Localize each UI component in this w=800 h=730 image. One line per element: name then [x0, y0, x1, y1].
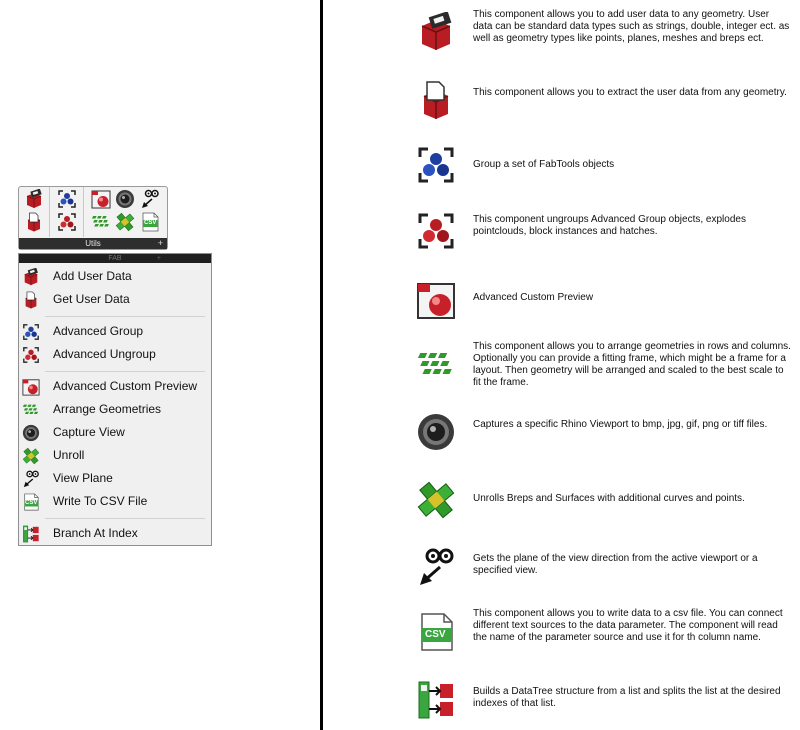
- unroll-icon[interactable]: [115, 212, 135, 232]
- menu-header-label: FAB: [108, 255, 122, 262]
- description-text: This component ungroups Advanced Group objects, explodes pointclouds, block instances and hatches.: [473, 214, 746, 237]
- menu-item-label: Branch At Index: [53, 526, 138, 540]
- menu-item-unroll[interactable]: [19, 445, 211, 467]
- menu-item-get-user-data[interactable]: [19, 289, 211, 311]
- description-text: Unrolls Breps and Surfaces with additional curves and points.: [473, 493, 745, 504]
- menu-item-label: Get User Data: [53, 292, 130, 306]
- menu-item-label: Write To CSV File: [53, 494, 148, 508]
- menu-item-advanced-ungroup[interactable]: [19, 344, 211, 366]
- arrange-geometries-icon: [22, 401, 40, 419]
- unroll-icon: [416, 480, 456, 520]
- menu-item-label: Advanced Ungroup: [53, 347, 156, 361]
- custom-preview-icon: [22, 378, 40, 396]
- add-user-data-icon: [22, 268, 40, 286]
- get-user-data-icon[interactable]: [24, 212, 44, 232]
- menu-item-view-plane[interactable]: [19, 468, 211, 490]
- menu-item-branch-at-index[interactable]: [19, 523, 211, 545]
- description-text: This component allows you to add user data to any geometry. User data can be standard data types such as strings, double, integer ect. as well as geometry types like points, planes, meshes and breps ect.: [473, 9, 790, 44]
- menu-item-label: Add User Data: [53, 269, 132, 283]
- menu-separator: [45, 518, 205, 519]
- component-dropdown: [18, 253, 212, 546]
- description-text: This component allows you to extract the user data from any geometry.: [473, 87, 787, 98]
- capture-view-icon: [22, 424, 40, 442]
- menu-item-advanced-custom-preview[interactable]: [19, 376, 211, 398]
- unroll-icon: [22, 447, 40, 465]
- advanced-ungroup-icon[interactable]: [57, 212, 77, 232]
- csv-icon[interactable]: [140, 212, 160, 232]
- description-text: Captures a specific Rhino Viewport to bmp, jpg, gif, png or tiff files.: [473, 419, 768, 430]
- advanced-ungroup-icon: [416, 211, 456, 251]
- menu-item-write-to-csv-file[interactable]: [19, 491, 211, 513]
- get-user-data-icon: [416, 80, 456, 120]
- description-text: Group a set of FabTools objects: [473, 159, 615, 170]
- advanced-group-icon[interactable]: [57, 189, 77, 209]
- description-text: Advanced Custom Preview: [473, 292, 594, 303]
- description-arrange-geometries: [416, 341, 796, 390]
- menu-item-add-user-data[interactable]: [19, 266, 211, 288]
- menu-separator: [45, 316, 205, 317]
- menu-item-capture-view[interactable]: [19, 422, 211, 444]
- arrange-geometries-icon[interactable]: [91, 212, 111, 232]
- branch-icon: [22, 525, 40, 543]
- toolbar-footer: [19, 238, 167, 249]
- csv-icon: [416, 612, 456, 652]
- description-branch-at-index: [416, 680, 796, 720]
- csv-badge-text: CSV: [425, 629, 446, 640]
- csv-icon: [22, 493, 40, 511]
- toolbar-panel: [18, 186, 168, 250]
- menu-expand-icon[interactable]: +: [156, 255, 161, 262]
- capture-view-icon[interactable]: [115, 189, 135, 209]
- toolbar-group-label: Utils: [85, 239, 101, 248]
- column-divider: [320, 0, 323, 730]
- description-capture-view: [416, 412, 796, 452]
- description-advanced-ungroup: [416, 211, 796, 251]
- toolbar-expand-button[interactable]: +: [157, 238, 163, 248]
- description-add-user-data: [416, 9, 796, 57]
- description-text: Builds a DataTree structure from a list and splits the list at the desired indexes of that list.: [473, 686, 781, 709]
- description-get-user-data: [416, 80, 796, 120]
- description-advanced-group: [416, 145, 796, 185]
- menu-item-label: Advanced Group: [53, 324, 144, 338]
- menu-item-label: View Plane: [53, 471, 113, 485]
- menu-item-label: Unroll: [53, 448, 85, 462]
- description-unroll: [416, 480, 796, 520]
- add-user-data-icon: [416, 12, 456, 52]
- arrange-geometries-icon: [416, 345, 456, 385]
- custom-preview-icon[interactable]: [91, 189, 111, 209]
- description-advanced-custom-preview: [416, 280, 796, 320]
- description-text: This component allows you to arrange geometries in rows and columns. Optionally you can provide a fitting frame, which might be a frame for a layout. Then geometry will be arranged and scaled to the best scale to fit the frame.: [473, 341, 791, 388]
- capture-view-icon: [416, 412, 456, 452]
- get-user-data-icon: [22, 291, 40, 309]
- description-write-to-csv-file: [416, 608, 796, 657]
- csv-badge-text: CSV: [144, 220, 157, 226]
- advanced-group-icon: [22, 323, 40, 341]
- menu-header: [19, 254, 211, 263]
- menu-item-label: Capture View: [53, 425, 125, 439]
- add-user-data-icon[interactable]: [24, 189, 44, 209]
- description-text: This component allows you to write data to a csv file. You can connect different text sources to the data parameter. The component will read the name of the parameter source and use it for th column name.: [473, 608, 783, 643]
- view-plane-icon[interactable]: [140, 189, 160, 209]
- menu-item-label: Advanced Custom Preview: [53, 379, 198, 393]
- advanced-group-icon: [416, 145, 456, 185]
- menu-item-label: Arrange Geometries: [53, 402, 162, 416]
- menu-item-arrange-geometries[interactable]: [19, 399, 211, 421]
- menu-separator: [45, 371, 205, 372]
- menu-item-advanced-group[interactable]: [19, 321, 211, 343]
- description-view-plane: [416, 547, 796, 587]
- view-plane-icon: [22, 470, 40, 488]
- advanced-ungroup-icon: [22, 346, 40, 364]
- custom-preview-icon: [416, 280, 456, 320]
- toolbar-separator: [83, 187, 84, 237]
- toolbar-separator: [49, 187, 50, 237]
- view-plane-icon: [416, 547, 456, 587]
- branch-icon: [416, 680, 456, 720]
- csv-badge-text: CSV: [25, 500, 38, 506]
- description-text: Gets the plane of the view direction from the active viewport or a specified view.: [473, 553, 758, 576]
